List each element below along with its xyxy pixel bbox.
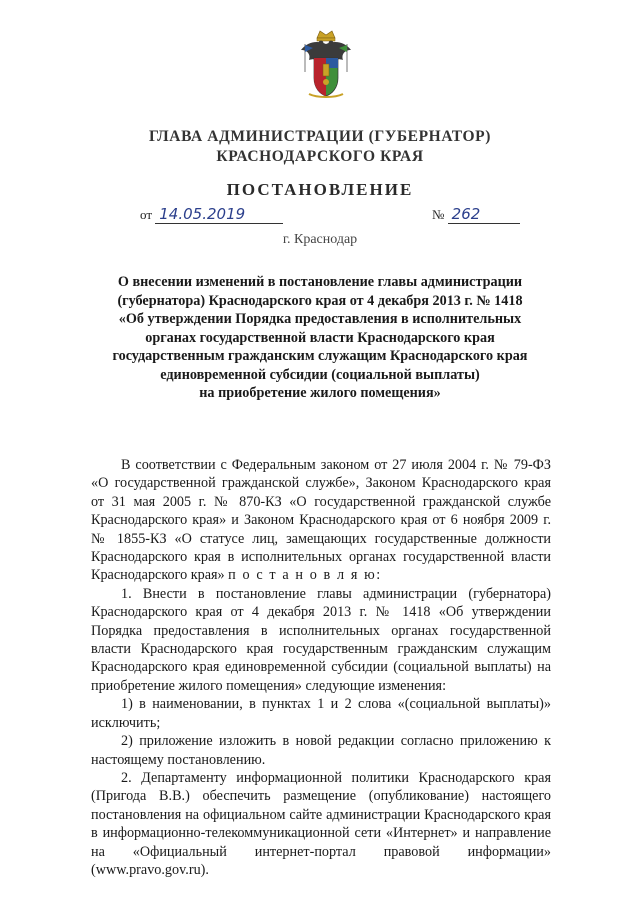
heading-line: государственным гражданским служащим Краснодарского края — [112, 348, 528, 364]
date-prefix: от — [140, 207, 153, 222]
handwritten-number: 262 — [448, 205, 520, 224]
item-1-paragraph: 1. Внести в постановление главы администрации (губернатора) Краснодарского края от 4 декабря 2013 г. № 1418 «Об утверждении Порядка предоставления в исполнительных органах государственной власти Краснодарского края государственным гражданским служащим Краснодарского края единовременной субсидии (социальной выплаты) на приобретение жилого помещения» следующие изменения: — [91, 585, 551, 694]
date-line — [140, 205, 283, 224]
preamble-text: В соответствии с Федеральным законом от 27 июля 2004 г. № 79-ФЗ «О государственной гражданской службе», Законом Краснодарского края от 31 мая 2005 г. № 870-КЗ «О государственной гражданской службе Краснодарского края» и Законом Краснодарского края от 6 ноября 2009 г. № 1855-КЗ «О статусе лиц, замещающих государственные должности Краснодарского края в исполнительных органах государственной власти Краснодарского края» — [91, 457, 551, 584]
decree-word: п о с т а н о в л я ю: — [228, 567, 382, 584]
city-line: г. Краснодар — [282, 232, 358, 247]
heading-line: на приобретение жилого помещения» — [199, 385, 441, 401]
heading-line: органах государственной власти Краснодарского края — [145, 329, 495, 346]
preamble-paragraph — [91, 456, 551, 585]
heading-line: (губернатора) Краснодарского края от 4 декабря 2013 г. № 1418 — [117, 292, 523, 309]
number-line — [432, 205, 520, 224]
heading-line: «Об утверждении Порядка предоставления в исполнительных — [118, 311, 522, 327]
item-1-1-paragraph: 1) в наименовании, в пунктах 1 и 2 слова «(социальной выплаты)» исключить; — [91, 696, 551, 731]
authority-title-line1: ГЛАВА АДМИНИСТРАЦИИ (ГУБЕРНАТОР) — [149, 128, 491, 145]
item-2-paragraph: 2. Департаменту информационной политики Краснодарского края (Пригода В.В.) обеспечить размещение (опубликование) настоящего постановления на официальном сайте администрации Краснодарского края в информационно-телекоммуникационной сети «Интернет» и направление на «Официальный интернет-портал правовой информации» (www.pravo.gov.ru). — [91, 769, 551, 878]
heading-line: О внесении изменений в постановление главы администрации — [117, 274, 523, 290]
krasnodar-coat-of-arms-icon — [297, 28, 355, 100]
document-body — [91, 456, 551, 879]
item-1-2-paragraph: 2) приложение изложить в новой редакции согласно приложению к настоящему постановлению. — [91, 733, 551, 768]
document-heading — [100, 273, 540, 403]
document-type-title: ПОСТАНОВЛЕНИЕ — [226, 180, 414, 199]
number-prefix: № — [432, 207, 445, 222]
handwritten-date: 14.05.2019 — [155, 205, 283, 224]
authority-title-line2: КРАСНОДАРСКОГО КРАЯ — [216, 148, 424, 165]
heading-line: единовременной субсидии (социальной выплаты) — [160, 366, 480, 383]
